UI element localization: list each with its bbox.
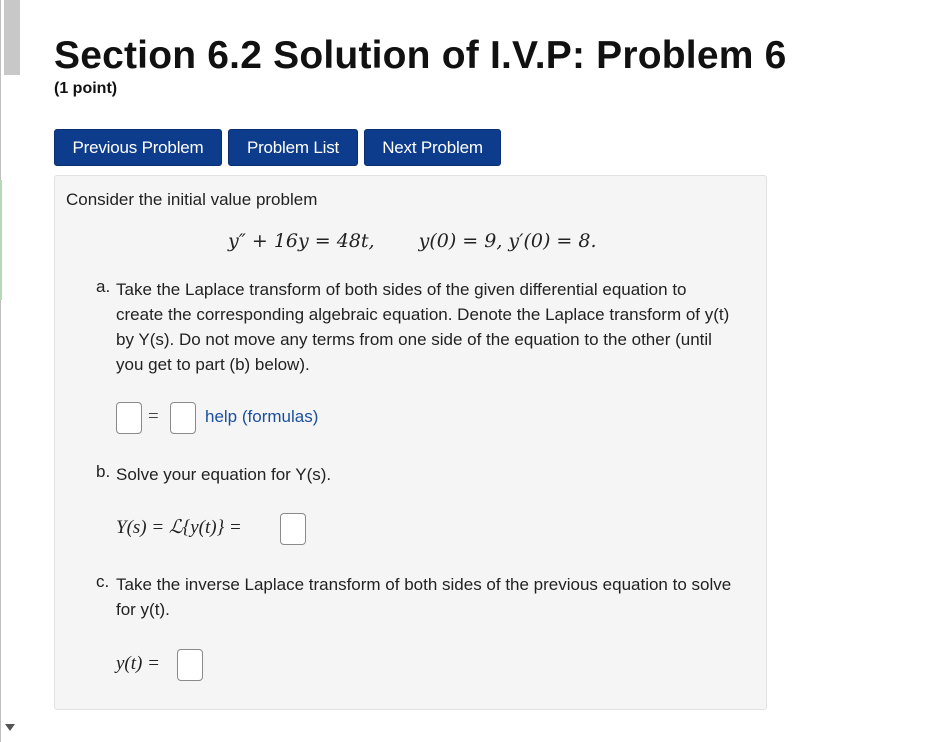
- part-a-line: Take the Laplace transform of both sides of the given differential equation to: [116, 280, 687, 299]
- part-a-line: create the corresponding algebraic equation. Denote the Laplace transform of y(t): [116, 305, 730, 324]
- initial-conditions-text: y(0) = 9, y′(0) = 8.: [418, 230, 597, 252]
- left-edge-strip: [0, 0, 22, 742]
- previous-problem-button[interactable]: Previous Problem: [54, 129, 222, 166]
- part-b-math: Y(s) = ℒ{y(t)} =: [116, 517, 242, 538]
- points-label: (1 point): [54, 80, 118, 97]
- answer-a-right-input[interactable]: [170, 402, 196, 434]
- part-b-text: Solve your equation for Y(s).: [116, 465, 332, 484]
- part-b-label: b.: [96, 462, 111, 481]
- part-a-line: by Y(s). Do not move any terms from one side of the equation to the other (until: [116, 330, 712, 349]
- page-title: Section 6.2 Solution of I.V.P: Problem 6: [54, 34, 787, 77]
- part-c-label: c.: [96, 572, 110, 591]
- scrollbar-thumb[interactable]: [4, 0, 20, 75]
- equals-sign: =: [148, 406, 159, 427]
- part-c-line: for y(t).: [116, 600, 170, 619]
- ode-text: y″ + 16y = 48t,: [228, 230, 375, 252]
- help-formulas-link[interactable]: help (formulas): [205, 407, 319, 426]
- next-problem-button[interactable]: Next Problem: [364, 129, 501, 166]
- problem-list-button[interactable]: Problem List: [228, 129, 358, 166]
- part-a-line: you get to part (b) below).: [116, 355, 310, 374]
- problem-intro: Consider the initial value problem: [66, 190, 318, 209]
- differential-equation: [228, 230, 597, 253]
- answer-c-input[interactable]: [177, 649, 203, 681]
- part-c-math: y(t) =: [116, 653, 160, 674]
- left-edge-line: [0, 0, 1, 742]
- scroll-down-arrow-icon[interactable]: [5, 724, 15, 731]
- left-edge-highlight: [0, 180, 2, 300]
- answer-b-input[interactable]: [280, 513, 306, 545]
- part-a-label: a.: [96, 277, 111, 296]
- part-c-line: Take the inverse Laplace transform of both sides of the previous equation to solve: [116, 575, 732, 594]
- answer-a-left-input[interactable]: [116, 402, 142, 434]
- problem-panel: [54, 175, 767, 710]
